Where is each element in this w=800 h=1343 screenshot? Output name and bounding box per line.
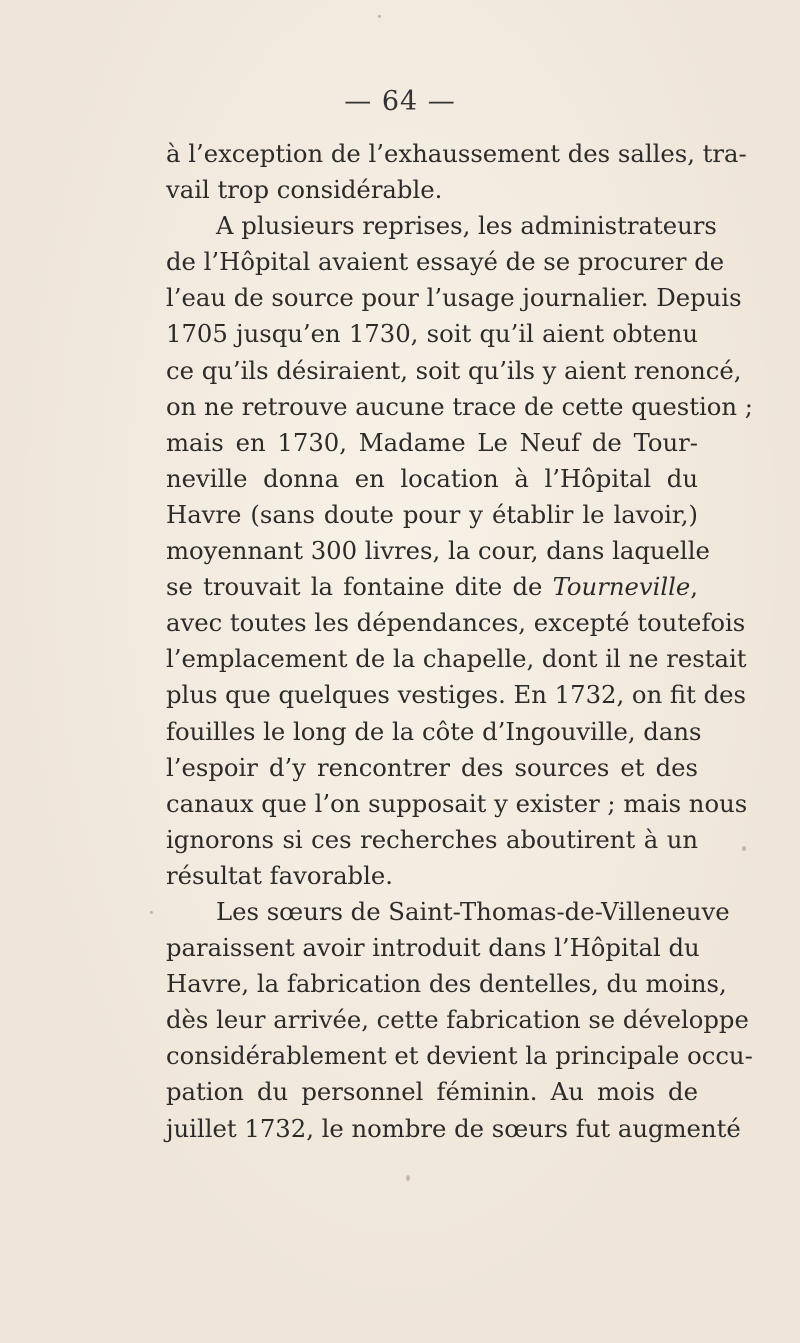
text-line: résultat favorable. bbox=[166, 860, 393, 890]
text-line: on ne retrouve aucune trace de cette question ; bbox=[166, 391, 753, 421]
text-line: l’espoir d’y rencontrer des sources et des bbox=[166, 752, 698, 782]
text-line: l’eau de source pour l’usage journalier. Depuis bbox=[166, 283, 742, 313]
text-line: l’emplacement de la chapelle, dont il ne restait bbox=[166, 644, 747, 674]
text-line: Havre (sans doute pour y établir le lavoir,) bbox=[166, 499, 698, 529]
text-line: de l’Hôpital avaient essayé de se procurer de bbox=[166, 247, 725, 277]
text-line: mais en 1730, Madame Le Neuf de Tour- bbox=[166, 427, 698, 457]
text-line-with-italic bbox=[166, 569, 698, 605]
text-line: juillet 1732, le nombre de sœurs fut augmenté bbox=[166, 1113, 741, 1143]
text-line: plus que quelques vestiges. En 1732, on fit des bbox=[166, 680, 747, 710]
paragraph-start-line: Les sœurs de Saint-Thomas-de-Villeneuve bbox=[216, 896, 730, 926]
paper-speck bbox=[150, 911, 153, 914]
text-line: considérablement et devient la principale occu- bbox=[166, 1041, 753, 1071]
paragraph-start-line: A plusieurs reprises, les administrateurs bbox=[216, 211, 717, 241]
text-line: moyennant 300 livres, la cour, dans laquelle bbox=[166, 536, 710, 566]
text-line: vail trop considérable. bbox=[166, 175, 443, 205]
italic-place-name: Tourneville bbox=[552, 572, 691, 602]
text-segment: se trouvait la fontaine dite de bbox=[166, 572, 553, 602]
paper-speck bbox=[378, 15, 381, 18]
text-line: à l’exception de l’exhaussement des salles, tra- bbox=[166, 139, 747, 168]
text-line: Havre, la fabrication des dentelles, du moins, bbox=[166, 969, 727, 999]
text-line: dès leur arrivée, cette fabrication se développe bbox=[166, 1005, 749, 1035]
paper-speck bbox=[742, 846, 746, 851]
text-line: ignorons si ces recherches aboutirent à un bbox=[166, 824, 698, 854]
text-line: avec toutes les dépendances, excepté toutefois bbox=[166, 608, 746, 638]
text-line: canaux que l’on supposait y exister ; mais nous bbox=[166, 788, 748, 818]
paper-speck bbox=[406, 1175, 410, 1181]
text-line: fouilles le long de la côte d’Ingouville, dans bbox=[166, 716, 702, 746]
text-line: ce qu’ils désiraient, soit qu’ils y aient renoncé, bbox=[166, 355, 742, 385]
text-segment: , bbox=[690, 572, 698, 602]
text-line: neville donna en location à l’Hôpital du bbox=[166, 463, 698, 493]
page-number: — 64 — bbox=[344, 86, 456, 117]
text-line: pation du personnel féminin. Au mois de bbox=[166, 1077, 698, 1107]
body-text bbox=[166, 136, 753, 1147]
text-line: 1705 jusqu’en 1730, soit qu’il aient obtenu bbox=[166, 319, 698, 349]
text-line: paraissent avoir introduit dans l’Hôpital du bbox=[166, 933, 700, 963]
